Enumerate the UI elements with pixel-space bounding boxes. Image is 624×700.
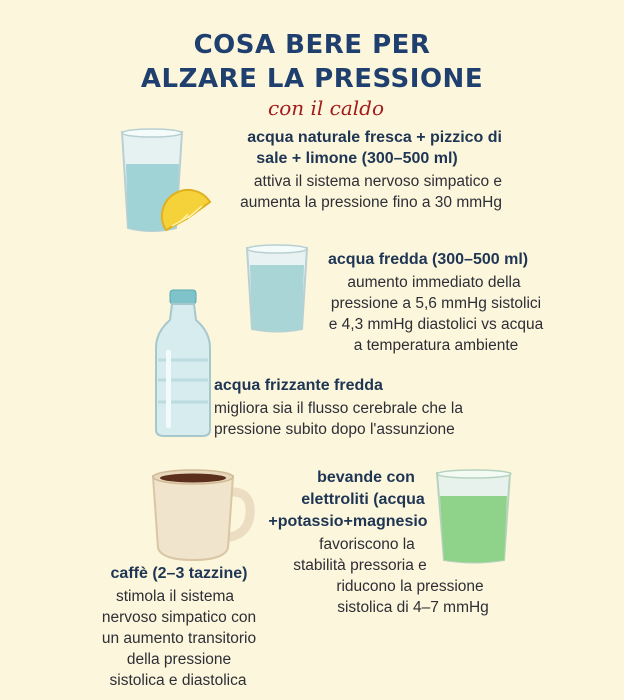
item-2-body-line-2: pressione a 5,6 mmHg sistolici — [330, 295, 542, 312]
item-1-body-line-2: aumenta la pressione fino a 30 mmHg — [240, 194, 502, 211]
item-4-heading-line-3: +potassio+magnesio — [268, 513, 428, 530]
item-1-heading-line-1: acqua naturale fresca + pizzico di — [247, 129, 502, 146]
item-1-heading-line-2: sale + limone (300–500 ml) — [256, 150, 458, 167]
item-3-body-line-2: pressione subito dopo l'assunzione — [214, 421, 455, 438]
item-5-heading-line-1: caffè (2–3 tazzine) — [110, 565, 248, 582]
glass-of-water-icon — [244, 243, 310, 335]
item-5-body-line-5: sistolica e diastolica — [109, 672, 247, 689]
item-4-body-line-2: stabilità pressoria e — [293, 557, 427, 574]
item-4-heading-line-1: bevande con — [317, 469, 415, 486]
item-5-body-line-2: nervoso simpatico con — [101, 609, 257, 626]
item-5-body-line-3: un aumento transitorio — [101, 630, 257, 647]
green-drink-glass-icon — [434, 468, 514, 566]
item-2-body-line-4: a temperatura ambiente — [353, 337, 519, 354]
item-4-heading-line-2: elettroliti (acqua — [301, 491, 425, 508]
item-3-body-line-1: migliora sia il flusso cerebrale che la — [214, 400, 463, 417]
item-2-heading-line-1: acqua fredda (300–500 ml) — [328, 251, 529, 268]
water-bottle-icon — [152, 290, 214, 438]
item-4-body-line-3: riducono la pressione — [336, 578, 484, 595]
item-5-body-line-4: della pressione — [126, 651, 232, 668]
item-1-body-line-1: attiva il sistema nervoso simpatico e — [253, 173, 502, 190]
subtitle: con il caldo — [268, 96, 384, 120]
title-line-1: COSA BERE PER — [193, 30, 431, 60]
item-4-body-line-1: favoriscono la — [319, 536, 415, 553]
coffee-cup-icon — [150, 466, 254, 562]
item-3-heading-line-1: acqua frizzante fredda — [214, 377, 383, 394]
item-2-body-line-1: aumento immediato della — [347, 274, 521, 291]
item-2-body-line-3: e 4,3 mmHg diastolici vs acqua — [328, 316, 544, 333]
item-5-body-line-1: stimola il sistema — [116, 588, 234, 605]
item-4-body-line-4: sistolica di 4–7 mmHg — [337, 599, 489, 616]
title-line-2: ALZARE LA PRESSIONE — [140, 64, 484, 94]
